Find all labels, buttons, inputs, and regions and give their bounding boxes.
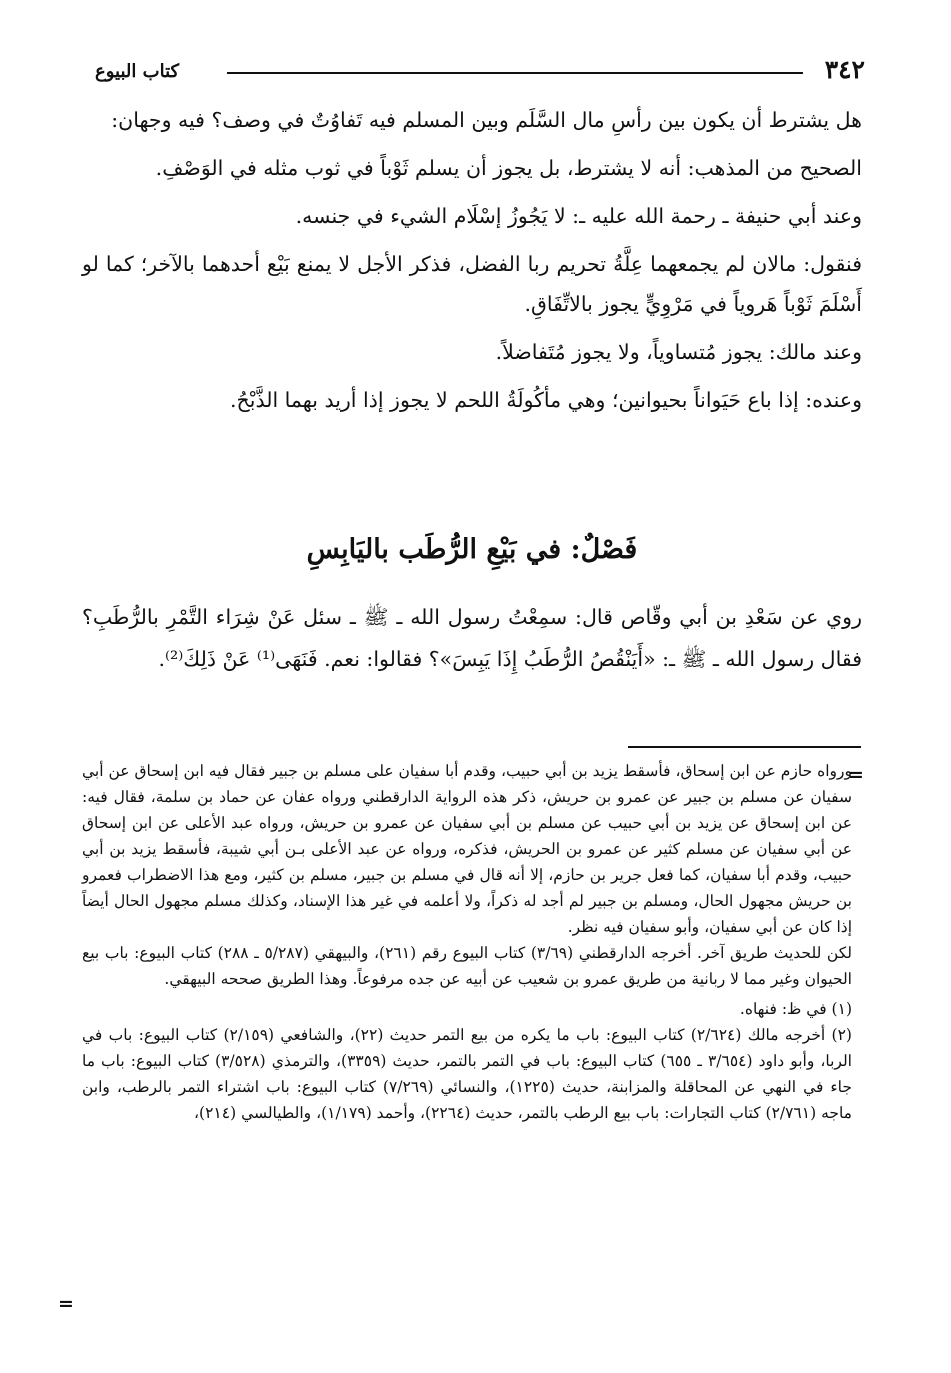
section-heading: فَصْلٌ: في بَيْعِ الرُّطَب باليَابِسِ [306, 534, 638, 565]
hadith-text [82, 596, 862, 680]
running-title: كتاب البيوع [95, 61, 180, 82]
footnote-rule [628, 746, 861, 748]
page-header [95, 52, 865, 92]
footnote-continued: لكن للحديث طريق آخر. أخرجه الدارقطني (٣/٦٩) كتاب البيوع رقم (٢٦١)، والبيهقي (٥/٢٨٧ ـ ٢٨٨) كتاب البيوع: باب بيع الحيوان وغير مما لا ربانية من طريق عمرو بن شعيب عن أبيه عن جده مرفوعاً. وهذا الطريق صححه البيهقي. [82, 944, 852, 988]
footnote: (١) في ظ: فنهاه. [739, 1000, 852, 1018]
continuation-mark-top: = [848, 764, 864, 786]
paragraph: وعند مالك: يجوز مُتساوياً، ولا يجوز مُتَفاضلاً. [495, 340, 862, 364]
page-number: ٣٤٢ [824, 55, 865, 84]
continuation-mark-bottom: = [58, 1293, 74, 1315]
paragraph: فنقول: مالان لم يجمعهما عِلَّةُ تحريم ربا الفضل، فذكر الأجل لا يمنع بَيْع أحدهما بالآخر؛ كما لو أَسْلَمَ ثَوْباً هَروياً في مَرْوِيٍّ يجوز بالاتِّفَاقِ. [82, 252, 862, 316]
footnote-continued: ورواه حازم عن ابن إسحاق، فأسقط يزيد بن أبي حبيب، وقدم أبا سفيان على مسلم بن جبير فقال فيه ابن إسحاق عن أبي سفيان عن مسلم بن جبير عن عمرو بن حريش، ذكر هذه الرواية الدارقطني ورواه عفان عن حماد بن سلمة، فقال فيه: عن ابن إسحاق عن يزيد بن أبي حبيب عن مسلم بن أبي سفيان عن عمرو بن حريش، ورواه عبد الأعلى عن ابن إسحاق عن أبي سفيان عن مسلم كثير عن عمرو بن الحريش، فذكره، ورواه عن عبد الأعلى بـن أبي شيبة، فأسقط يزيد بن أبي حبيب، وقدم أبا سفيان، كما فعل جرير بن حازم، إلا أنه قال في مسلم بن جبير، مسلم بن كثير، ومع هذا الاضطراب فعمرو بن حريش مجهول الحال، ومسلم بن جبير لم أجد له ذكراً، ولا أعلمه في غير هذا الإسناد، وكذلك مسلم مجهول الحال أيضاً إذا كان عن أبي سفيان، وأبو سفيان فيه نظر. [82, 762, 852, 936]
paragraph: وعنده: إذا باع حَيَواناً بحيوانين؛ وهي مأكُولَةُ اللحم لا يجوز إذا أريد بهما الذَّبْحُ. [230, 388, 862, 412]
paragraph: هل يشترط أن يكون بين رأسِ مال السَّلَم وبين المسلم فيه تَفاوُتٌ في وصف؟ فيه وجهان: [111, 108, 862, 132]
paragraph: روي عن سَعْدِ بن أبي وقّاص قال: سمِعْتُ رسول الله ـ ﷺ ـ سئل عَنْ شِرَاء التَّمْرِ بالرُّطَبِ؟ فقال رسول الله ـ ﷺ ـ: «أَيَنْقُصُ الرُّطَبُ إِذَا يَبِسَ»؟ فقالوا: نعم. فَنَهَى⁽¹⁾ عَنْ ذَلِكَ⁽²⁾. [82, 605, 862, 671]
footnote: (٢) أخرجه مالك (٢/٦٢٤) كتاب البيوع: باب ما يكره من بيع التمر حديث (٢٢)، والشافعي (٢/١٥٩) كتاب البيوع: باب في الربا، وأبو داود (٣/٦٥٤ ـ ٦٥٥) كتاب البيوع: باب في التمر بالتمر، حديث (٣٣٥٩)، والترمذي (٣/٥٢٨) كتاب البيوع: باب ما جاء في النهي عن المحاقلة والمزابنة، حديث (١٢٢٥)، والنسائي (٧/٢٦٩) كتاب البيوع: باب اشتراء التمر بالرطب، وابن ماجه (٢/٧٦١) كتاب التجارات: باب بيع الرطب بالتمر، حديث (٢٢٦٤)، وأحمد (١/١٧٩)، والطيالسي (٢١٤)، [82, 1026, 852, 1122]
paragraph: الصحيح من المذهب: أنه لا يشترط، بل يجوز أن يسلم ثَوْباً في ثوب مثله في الوَصْفِ. [155, 156, 862, 180]
main-text [82, 100, 862, 428]
paragraph: وعند أبي حنيفة ـ رحمة الله عليه ـ: لا يَجُوزُ إسْلَام الشيء في جنسه. [295, 204, 862, 228]
header-rule [227, 72, 803, 74]
footnotes [82, 758, 852, 1126]
